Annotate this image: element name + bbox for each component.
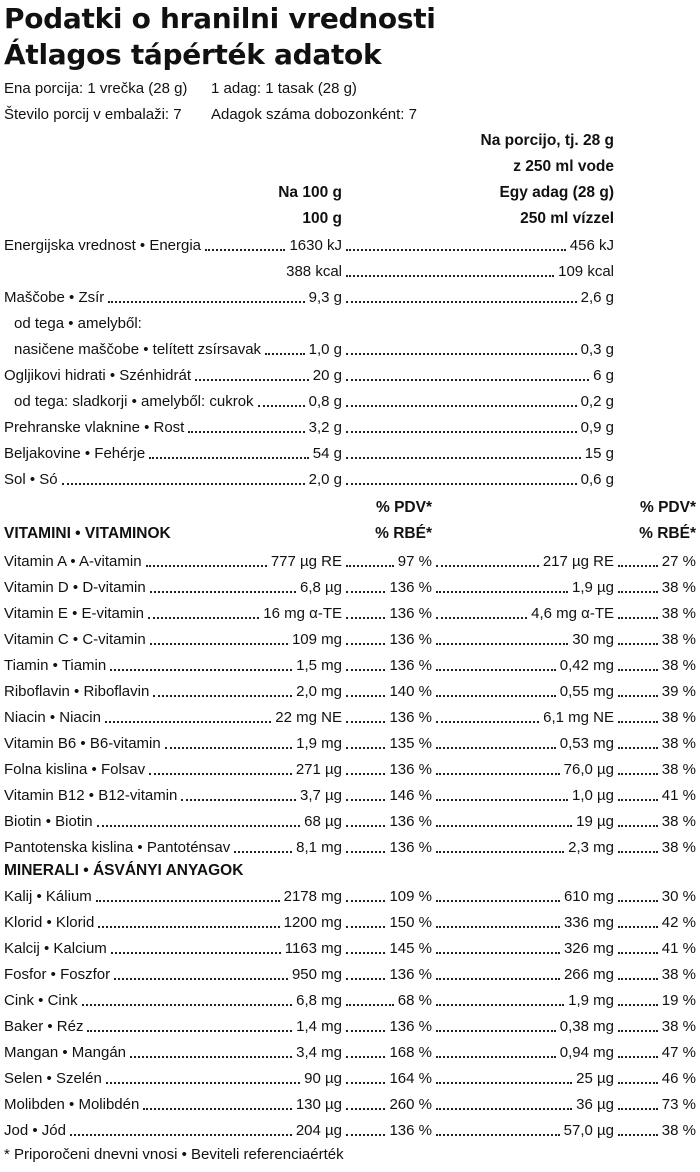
header-per-serving-hu: Egy adag (28 g) — [499, 184, 614, 201]
nutrient-label: Vitamin E • E-vitamin — [4, 605, 145, 622]
dot-leader — [618, 1067, 658, 1091]
nutrient-row — [0, 390, 700, 414]
vitamin-row — [0, 732, 700, 756]
value-per-100g: 54 g — [312, 445, 342, 462]
percent-per-serving: 19 % — [661, 992, 696, 1009]
value-per-serving: 19 µg — [576, 813, 614, 830]
value-per-serving: 30 mg — [572, 631, 614, 648]
value-per-100g: 90 µg — [304, 1070, 342, 1087]
dot-leader — [265, 338, 305, 362]
mineral-row — [0, 1119, 700, 1143]
dot-leader — [188, 416, 304, 440]
dot-leader — [346, 937, 385, 961]
dot-leader — [618, 1093, 658, 1117]
nutrient-label: nasičene maščobe • telített zsírsavak — [14, 341, 262, 358]
percent-per-serving: 47 % — [661, 1044, 696, 1061]
dot-leader — [346, 1015, 385, 1039]
dot-leader — [436, 1015, 556, 1039]
header-per-serving-sl: Na porcijo, tj. 28 g — [480, 132, 614, 149]
percent-per-100g: 136 % — [389, 631, 432, 648]
dot-leader — [618, 1119, 658, 1143]
percent-per-100g: 136 % — [389, 605, 432, 622]
dot-leader — [436, 1067, 572, 1091]
value-per-serving: 0,9 g — [580, 419, 614, 436]
percent-per-serving: 38 % — [661, 709, 696, 726]
dot-leader — [436, 706, 539, 730]
nutrient-row — [0, 416, 700, 440]
dot-leader — [106, 1067, 300, 1091]
servings-count-hu: Adagok száma dobozonként: 7 — [211, 106, 417, 123]
mineral-row — [0, 1015, 700, 1039]
value-per-serving: 6,1 mg NE — [543, 709, 614, 726]
dot-leader — [346, 576, 385, 600]
nutrient-label: Kalij • Kálium — [4, 888, 92, 905]
value-per-100g: 6,8 mg — [296, 992, 342, 1009]
nutrient-label: Sol • Só — [4, 471, 58, 488]
value-per-100g: 3,2 g — [308, 419, 342, 436]
value-per-100g: 2178 mg — [283, 888, 342, 905]
value-per-100g: 1,9 mg — [296, 735, 342, 752]
dot-leader — [346, 654, 385, 678]
value-per-serving: 217 µg RE — [542, 553, 614, 570]
percent-per-serving: 73 % — [661, 1096, 696, 1113]
dot-leader — [618, 550, 658, 574]
value-per-100g: 22 mg NE — [275, 709, 342, 726]
percent-per-serving: 41 % — [661, 940, 696, 957]
value-per-100g: 130 µg — [295, 1096, 342, 1113]
dot-leader — [346, 1067, 385, 1091]
mineral-row — [0, 1067, 700, 1091]
dot-leader — [346, 732, 385, 756]
value-per-serving: 0,94 mg — [559, 1044, 614, 1061]
servings-count-sl: Število porcij v embalaži: 7 — [4, 106, 182, 123]
value-per-serving: 0,55 mg — [559, 683, 614, 700]
value-per-serving: 0,38 mg — [559, 1018, 614, 1035]
vitamin-row — [0, 836, 700, 860]
value-per-serving: 1,9 mg — [568, 992, 614, 1009]
header-per-serving-water-hu: 250 ml vízzel — [520, 210, 614, 227]
header-per-serving-water-sl: z 250 ml vode — [513, 158, 614, 175]
dot-leader — [436, 732, 556, 756]
percent-per-100g: 136 % — [389, 761, 432, 778]
vitamin-row — [0, 654, 700, 678]
nutrient-label: Beljakovine • Fehérje — [4, 445, 146, 462]
dot-leader — [346, 338, 577, 362]
value-per-100g: 1630 kJ — [289, 237, 342, 254]
dot-leader — [346, 885, 385, 909]
dot-leader — [148, 602, 259, 626]
value-per-100g: 777 µg RE — [270, 553, 342, 570]
dot-leader — [346, 963, 385, 987]
header-rbe-serving: % RBÉ* — [639, 525, 696, 542]
title-hungarian: Átlagos tápérték adatok — [4, 38, 382, 71]
value-per-100g: 388 kcal — [286, 263, 342, 280]
percent-per-100g: 150 % — [389, 914, 432, 931]
dot-leader — [346, 550, 394, 574]
dot-leader — [346, 1119, 385, 1143]
value-per-100g: 204 µg — [295, 1122, 342, 1139]
value-per-100g: 1200 mg — [283, 914, 342, 931]
percent-per-serving: 38 % — [661, 631, 696, 648]
dot-leader — [436, 576, 568, 600]
value-per-serving: 36 µg — [576, 1096, 614, 1113]
value-per-serving: 336 mg — [563, 914, 614, 931]
dot-leader — [346, 260, 554, 284]
header-rbe-100g: % RBÉ* — [375, 525, 432, 542]
value-per-100g: 1163 mg — [284, 940, 342, 957]
header-pdv-100g: % PDV* — [376, 499, 432, 516]
value-per-100g: 8,1 mg — [296, 839, 342, 856]
percent-per-100g: 136 % — [389, 966, 432, 983]
dot-leader — [618, 937, 658, 961]
percent-per-serving: 38 % — [661, 966, 696, 983]
nutrient-label: Pantotenska kislina • Pantoténsav — [4, 839, 231, 856]
percent-per-serving: 38 % — [661, 657, 696, 674]
dot-leader — [181, 784, 296, 808]
dot-leader — [346, 784, 385, 808]
mineral-row — [0, 937, 700, 961]
dot-leader — [150, 576, 296, 600]
percent-per-100g: 164 % — [389, 1070, 432, 1087]
percent-per-100g: 136 % — [389, 709, 432, 726]
percent-per-serving: 42 % — [661, 914, 696, 931]
mineral-row — [0, 1093, 700, 1117]
nutrient-label: Molibden • Molibdén — [4, 1096, 140, 1113]
percent-per-serving: 38 % — [661, 839, 696, 856]
percent-per-serving: 46 % — [661, 1070, 696, 1087]
dot-leader — [205, 234, 285, 258]
percent-per-serving: 38 % — [661, 1122, 696, 1139]
percent-per-100g: 68 % — [397, 992, 432, 1009]
dot-leader — [436, 810, 572, 834]
vitamin-row — [0, 680, 700, 704]
dot-leader — [436, 784, 568, 808]
dot-leader — [346, 364, 589, 388]
dot-leader — [436, 1041, 556, 1065]
percent-per-serving: 39 % — [661, 683, 696, 700]
value-per-serving: 0,2 g — [580, 393, 614, 410]
dot-leader — [346, 989, 394, 1013]
nutrient-label: Kalcij • Kalcium — [4, 940, 107, 957]
dot-leader — [618, 758, 658, 782]
nutrient-label: Fosfor • Foszfor — [4, 966, 111, 983]
value-per-100g: 16 mg α-TE — [263, 605, 342, 622]
nutrient-label: Niacin • Niacin — [4, 709, 101, 726]
value-per-100g: 9,3 g — [308, 289, 342, 306]
dot-leader — [436, 937, 560, 961]
percent-per-100g: 109 % — [389, 888, 432, 905]
nutrient-row — [0, 312, 700, 336]
dot-leader — [195, 364, 309, 388]
value-per-100g: 6,8 µg — [299, 579, 342, 596]
dot-leader — [258, 390, 305, 414]
nutrient-label: Vitamin B12 • B12-vitamin — [4, 787, 178, 804]
percent-per-100g: 135 % — [389, 735, 432, 752]
percent-per-100g: 136 % — [389, 1122, 432, 1139]
value-per-100g: 68 µg — [304, 813, 342, 830]
vitamin-row — [0, 576, 700, 600]
mineral-row — [0, 963, 700, 987]
value-per-100g: 2,0 mg — [296, 683, 342, 700]
nutrient-label: Biotin • Biotin — [4, 813, 93, 830]
dot-leader — [346, 628, 385, 652]
percent-per-100g: 260 % — [389, 1096, 432, 1113]
dot-leader — [165, 732, 292, 756]
percent-per-100g: 146 % — [389, 787, 432, 804]
percent-per-100g: 136 % — [389, 813, 432, 830]
nutrient-label: Prehranske vlaknine • Rost — [4, 419, 185, 436]
dot-leader — [62, 468, 305, 492]
value-per-serving: 0,53 mg — [559, 735, 614, 752]
dot-leader — [70, 1119, 292, 1143]
dot-leader — [618, 602, 658, 626]
dot-leader — [618, 989, 658, 1013]
percent-per-serving: 27 % — [661, 553, 696, 570]
dot-leader — [346, 706, 385, 730]
dot-leader — [346, 442, 581, 466]
dot-leader — [436, 989, 564, 1013]
dot-leader — [436, 758, 560, 782]
vitamin-row — [0, 784, 700, 808]
dot-leader — [346, 390, 577, 414]
dot-leader — [153, 680, 292, 704]
percent-per-serving: 38 % — [661, 579, 696, 596]
dot-leader — [114, 963, 288, 987]
nutrient-label: Mangan • Mangán — [4, 1044, 126, 1061]
value-per-serving: 4,6 mg α-TE — [531, 605, 614, 622]
serving-size-hu: 1 adag: 1 tasak (28 g) — [211, 80, 357, 97]
dot-leader — [346, 836, 385, 860]
dot-leader — [108, 286, 304, 310]
footnote: * Priporočeni dnevni vnosi • Beviteli referenciaérték — [4, 1146, 344, 1163]
dot-leader — [346, 758, 385, 782]
value-per-100g: 1,4 mg — [296, 1018, 342, 1035]
value-per-100g: 3,4 mg — [296, 1044, 342, 1061]
value-per-serving: 109 kcal — [558, 263, 614, 280]
dot-leader — [146, 550, 267, 574]
nutrient-label: Vitamin C • C-vitamin — [4, 631, 146, 648]
percent-per-100g: 136 % — [389, 839, 432, 856]
dot-leader — [346, 1093, 385, 1117]
dot-leader — [436, 550, 539, 574]
value-per-100g: 20 g — [312, 367, 342, 384]
dot-leader — [82, 989, 293, 1013]
nutrient-label: Vitamin A • A-vitamin — [4, 553, 142, 570]
nutrient-label: Selen • Szelén — [4, 1070, 102, 1087]
dot-leader — [436, 602, 527, 626]
value-per-serving: 25 µg — [576, 1070, 614, 1087]
dot-leader — [618, 654, 658, 678]
dot-leader — [618, 706, 658, 730]
value-per-serving: 76,0 µg — [563, 761, 614, 778]
header-per-100g-sl: Na 100 g — [278, 184, 342, 201]
serving-size-sl: Ena porcija: 1 vrečka (28 g) — [4, 80, 188, 97]
value-per-100g: 0,8 g — [308, 393, 342, 410]
dot-leader — [436, 680, 556, 704]
dot-leader — [618, 885, 658, 909]
nutrient-row — [0, 338, 700, 362]
nutrient-label: Riboflavin • Riboflavin — [4, 683, 150, 700]
dot-leader — [346, 1041, 385, 1065]
value-per-100g: 950 mg — [291, 966, 342, 983]
nutrient-label: Cink • Cink — [4, 992, 78, 1009]
nutrient-label: Energijska vrednost • Energia — [4, 237, 202, 254]
percent-per-serving: 38 % — [661, 813, 696, 830]
value-per-100g: 271 µg — [295, 761, 342, 778]
dot-leader — [110, 654, 292, 678]
dot-leader — [111, 937, 281, 961]
vitamin-row — [0, 628, 700, 652]
vitamin-row — [0, 810, 700, 834]
percent-per-100g: 168 % — [389, 1044, 432, 1061]
dot-leader — [618, 1015, 658, 1039]
mineral-row — [0, 989, 700, 1013]
dot-leader — [346, 416, 577, 440]
nutrient-row — [0, 286, 700, 310]
dot-leader — [618, 963, 658, 987]
dot-leader — [149, 758, 292, 782]
vitamin-row — [0, 706, 700, 730]
value-per-serving: 6 g — [593, 367, 614, 384]
dot-leader — [618, 784, 658, 808]
dot-leader — [618, 1041, 658, 1065]
dot-leader — [618, 680, 658, 704]
nutrient-label: Vitamin B6 • B6-vitamin — [4, 735, 161, 752]
dot-leader — [98, 911, 279, 935]
percent-per-serving: 30 % — [661, 888, 696, 905]
dot-leader — [130, 1041, 292, 1065]
dot-leader — [346, 602, 385, 626]
nutrient-row — [0, 468, 700, 492]
dot-leader — [618, 732, 658, 756]
nutrient-label: Jod • Jód — [4, 1122, 66, 1139]
dot-leader — [96, 885, 280, 909]
dot-leader — [346, 911, 385, 935]
value-per-serving: 456 kJ — [569, 237, 614, 254]
dot-leader — [436, 963, 560, 987]
nutrient-label: Maščobe • Zsír — [4, 289, 105, 306]
value-per-serving: 0,6 g — [580, 471, 614, 488]
percent-per-100g: 140 % — [389, 683, 432, 700]
dot-leader — [618, 810, 658, 834]
mineral-row — [0, 885, 700, 909]
percent-per-100g: 136 % — [389, 579, 432, 596]
nutrient-label: Folna kislina • Folsav — [4, 761, 146, 778]
mineral-row — [0, 911, 700, 935]
dot-leader — [346, 286, 577, 310]
dot-leader — [618, 576, 658, 600]
percent-per-100g: 145 % — [389, 940, 432, 957]
value-per-serving: 0,3 g — [580, 341, 614, 358]
value-per-100g: 3,7 µg — [299, 787, 342, 804]
value-per-100g: 109 mg — [291, 631, 342, 648]
value-per-serving: 326 mg — [563, 940, 614, 957]
vitamin-row — [0, 758, 700, 782]
dot-leader — [436, 1119, 560, 1143]
header-per-100g-hu: 100 g — [302, 210, 342, 227]
dot-leader — [436, 836, 564, 860]
value-per-100g: 1,5 mg — [296, 657, 342, 674]
value-per-serving: 1,9 µg — [571, 579, 614, 596]
minerals-heading: MINERALI • ÁSVÁNYI ANYAGOK — [4, 862, 244, 879]
vitamin-row — [0, 550, 700, 574]
value-per-serving: 57,0 µg — [563, 1122, 614, 1139]
percent-per-serving: 38 % — [661, 1018, 696, 1035]
dot-leader — [234, 836, 292, 860]
vitamins-heading: VITAMINI • VITAMINOK — [4, 525, 171, 542]
value-per-100g: 1,0 g — [308, 341, 342, 358]
nutrient-row — [0, 364, 700, 388]
nutrient-label: od tega: sladkorji • amelyből: cukrok — [14, 393, 254, 410]
nutrient-label: Ogljikovi hidrati • Szénhidrát — [4, 367, 192, 384]
nutrient-label: Vitamin D • D-vitamin — [4, 579, 146, 596]
dot-leader — [436, 1093, 572, 1117]
dot-leader — [436, 628, 568, 652]
dot-leader — [618, 628, 658, 652]
dot-leader — [618, 836, 658, 860]
percent-per-100g: 136 % — [389, 657, 432, 674]
dot-leader — [150, 628, 288, 652]
value-per-serving: 2,6 g — [580, 289, 614, 306]
percent-per-serving: 41 % — [661, 787, 696, 804]
percent-per-serving: 38 % — [661, 605, 696, 622]
value-per-serving: 266 mg — [563, 966, 614, 983]
nutrient-label: Baker • Réz — [4, 1018, 84, 1035]
nutrient-row — [0, 442, 700, 466]
dot-leader — [149, 442, 309, 466]
dot-leader — [105, 706, 271, 730]
dot-leader — [346, 234, 566, 258]
value-per-serving: 0,42 mg — [559, 657, 614, 674]
percent-per-serving: 38 % — [661, 735, 696, 752]
dot-leader — [346, 810, 385, 834]
value-per-serving: 610 mg — [563, 888, 614, 905]
dot-leader — [618, 911, 658, 935]
nutrient-label: Klorid • Klorid — [4, 914, 95, 931]
value-per-serving: 2,3 mg — [568, 839, 614, 856]
dot-leader — [436, 654, 556, 678]
dot-leader — [436, 885, 560, 909]
dot-leader — [97, 810, 301, 834]
percent-per-serving: 38 % — [661, 761, 696, 778]
dot-leader — [87, 1015, 292, 1039]
nutrient-row — [0, 234, 700, 258]
header-pdv-serving: % PDV* — [640, 499, 696, 516]
mineral-row — [0, 1041, 700, 1065]
percent-per-100g: 136 % — [389, 1018, 432, 1035]
nutrient-label: Tiamin • Tiamin — [4, 657, 107, 674]
dot-leader — [436, 911, 560, 935]
value-per-serving: 1,0 µg — [571, 787, 614, 804]
value-per-serving: 15 g — [584, 445, 614, 462]
value-per-100g: 2,0 g — [308, 471, 342, 488]
nutrient-label: od tega • amelyből: — [14, 315, 142, 332]
dot-leader — [143, 1093, 291, 1117]
nutrient-row — [0, 260, 700, 284]
title-slovenian: Podatki o hranilni vrednosti — [4, 2, 436, 35]
vitamin-row — [0, 602, 700, 626]
dot-leader — [346, 468, 577, 492]
dot-leader — [346, 680, 385, 704]
percent-per-100g: 97 % — [397, 553, 432, 570]
